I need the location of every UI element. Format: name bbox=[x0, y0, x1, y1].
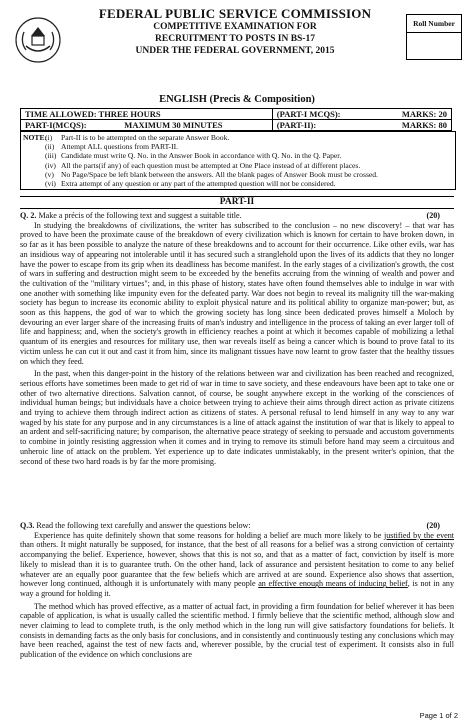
question-2-paragraph-1: In studying the breakdowns of civilizations, the writer has subscribed to the conclusion – no new discovery! – that war has proved to have been the proximate cause of the breakdown of every civilization which is known for certain to have broken down, in so far as it has been possible to analyze the nature of these breakdowns and to account for their occurrence. Like other evils, war has an insidious way of appearing not intolerable until it has secured such a stranglehold upon the lives of its addicts that they no longer have the power to escape from its grip when its deadliness has become manifest. In the early stages of a civilization's growth, the cost of wars in suffering and destruction might seem to be exceeded by the benefits accruing from the winning of wealth and power and the cultivation of the "military virtues"; and, in this phase of history, states have often found themselves able to indulge in war with one another with something like impunity even for the defeated party. War does not begin to reveal its malignity till the war-making society has begun to increase its economic ability to exploit physical nature and its political ability to organize man-power; but, as soon as this happens, the god of war to which the growing society has long since been dedicated proves himself a Moloch by devouring an ever larger share of the increasing fruits of man's industry and intelligence in the process of taking an ever larger toll of life and happiness; and, when the society's growth in efficiency reaches a point at which it becomes capable of mobilizing a lethal quantum of its energies and resources for military use, then war reveals itself as being a cancer which is bound to prove fatal to its victim unless he can cut it out and cast it from him, since its malignant tissues have now learnt to grow faster that the healthy tissues on which they feed. bbox=[20, 220, 454, 366]
question-2-header bbox=[20, 211, 454, 221]
header bbox=[0, 6, 474, 92]
note-text: Extra attempt of any question or any part of the attempted question will not be considered. bbox=[61, 179, 336, 189]
roll-number-label: Roll Number bbox=[413, 19, 455, 28]
part2-marks: MARKS: 80 bbox=[375, 120, 451, 131]
q3-text: , is not in any way a ground for holding it. bbox=[20, 579, 455, 598]
note-text: Part-II is to be attempted on the separate Answer Book. bbox=[61, 133, 230, 142]
q3-underlined-phrase: an effective enough means of inducing belief bbox=[258, 579, 408, 589]
note-text: No Page/Space be left blank between the answers. All the blank pages of Answer Book must be crossed. bbox=[61, 169, 378, 179]
part2-marks-label: (PART-II): bbox=[272, 120, 375, 131]
part1-marks: MARKS: 20 bbox=[375, 109, 451, 120]
note-number: (iii) bbox=[45, 151, 57, 161]
question-2-label: Q. 2. bbox=[20, 211, 37, 220]
note-label: NOTE: bbox=[23, 133, 48, 142]
question-3-header bbox=[20, 521, 454, 531]
question-3-label: Q.3. bbox=[20, 521, 35, 530]
question-2 bbox=[20, 211, 454, 469]
subject-title: ENGLISH (Precis & Composition) bbox=[159, 94, 315, 105]
note-text: Candidate must write Q. No. in the Answer Book in accordance with Q. No. in the Q. Paper. bbox=[61, 151, 342, 161]
question-2-prompt: Make a précis of the following text and suggest a suitable title. bbox=[38, 211, 242, 220]
note-number: (v) bbox=[45, 169, 54, 179]
question-2-prompt-wrap bbox=[20, 211, 242, 221]
part2-heading: PART-II bbox=[20, 196, 454, 209]
question-3 bbox=[20, 521, 454, 663]
note-text: Attempt ALL questions from PART-II. bbox=[61, 142, 179, 152]
header-line-4: UNDER THE FEDERAL GOVERNMENT, 2015 bbox=[135, 46, 335, 56]
question-2-marks: (20) bbox=[426, 211, 440, 220]
question-3-prompt: Read the following text carefully and answer the questions below: bbox=[36, 521, 251, 530]
part1-label: PART-I(MCQS): bbox=[21, 120, 121, 131]
question-3-paragraph-1 bbox=[20, 531, 454, 599]
roll-number-divider bbox=[407, 32, 461, 33]
part1-time: MAXIMUM 30 MINUTES bbox=[120, 120, 272, 131]
q3-text: Experience has quite definitely shown that some reasons for holding a belief are much more likely to be bbox=[34, 530, 384, 540]
page-number: Page 1 of 2 bbox=[419, 711, 458, 720]
note-row bbox=[23, 170, 453, 179]
header-line-2: COMPETITIVE EXAMINATION FOR bbox=[153, 22, 317, 32]
note-number: (i) bbox=[45, 133, 53, 142]
note-number: (iv) bbox=[45, 160, 56, 170]
note-row bbox=[23, 133, 453, 142]
note-number: (ii) bbox=[45, 142, 55, 152]
note-row bbox=[23, 142, 453, 151]
emblem-icon bbox=[14, 16, 62, 64]
question-3-prompt-wrap bbox=[20, 521, 251, 531]
header-line-3: RECRUITMENT TO POSTS IN BS-17 bbox=[155, 34, 315, 44]
question-2-paragraph-2: In the past, when this danger-point in the history of the relations between war and civilization has been reached and recognized, serious efforts have sometimes been made to get rid of war in time to save society, and these endeavours have been apt to take one or other of two alternative directions. Salvation cannot, of course, be sought anywhere except in the working of the consciences of individual human beings; but individuals have a choice between trying to achieve their aims through direct action as private citizens and trying to achieve them through indirect action as citizens of states. A personal refusal to lend himself in any way to any war waged by his state for any purpose and in any circumstances is a line of attack against the institution of war that is likely to appeal to an ardent and self-sacrificing nature; by comparison, the alternative peace strategy of seeking to persuade and accustom governments to combine in jointly resisting aggression when it comes and in trying to remove its stimuli before hand may seem a circuitous and unheroic line of attack on the problem. Yet experience up to date indicates unmistakably, in the present writer's opinion, that the second of these two hard roads is by far the more promising. bbox=[20, 369, 454, 466]
org-name: FEDERAL PUBLIC SERVICE COMMISSION bbox=[98, 6, 372, 21]
note-number: (vi) bbox=[45, 179, 56, 189]
header-titles bbox=[70, 6, 400, 57]
question-3-paragraph-2: The method which has proved effective, as a matter of actual fact, in providing a firm foundation for belief wherever it has been capable of application, is what is usually called the scientific method. I firmly believe that the scientific method, although slow and never claiming to lead to complete truth, is the only method which in the long run will give satisfactory foundations for beliefs. It consists in demanding facts as the only basis for conclusions, and in consistently and continuously testing any conclusions which may have been reached, against the test of new facts and, wherever possible, by the crucial test of experiment. It consists also in full publication of the evidence on which conclusions are bbox=[20, 601, 454, 660]
roll-number-box[interactable] bbox=[406, 14, 462, 60]
exam-info-table bbox=[20, 108, 452, 131]
time-allowed: TIME ALLOWED: THREE HOURS bbox=[21, 109, 273, 120]
notes-box bbox=[20, 131, 456, 190]
question-3-marks: (20) bbox=[426, 521, 440, 530]
note-row bbox=[23, 151, 453, 160]
q3-underlined-phrase: justified by the event bbox=[383, 530, 455, 540]
note-row bbox=[23, 161, 453, 170]
note-row bbox=[23, 179, 453, 188]
note-text: All the parts(if any) of each question must be attempted at One Place instead of at different places. bbox=[61, 160, 361, 170]
part1-marks-label: (PART-I MCQS): bbox=[272, 109, 375, 120]
q3-text: than others. It might naturally be supposed, for instance, that the best of all reasons for a belief was a strong conviction of certainty accompanying the belief. Experience, however, shows that this is not so, and that as a matter of fact, conviction by itself is more likely to mislead than it is to guarantee truth. On the other hand, lack of assurance and persistent hesitation to come to any belief whatever are an equally poor guarantee that the few beliefs which are arrived at are sound. Experience also shows that assertion, however long continued, although it is unfortunately with many people bbox=[20, 540, 454, 589]
